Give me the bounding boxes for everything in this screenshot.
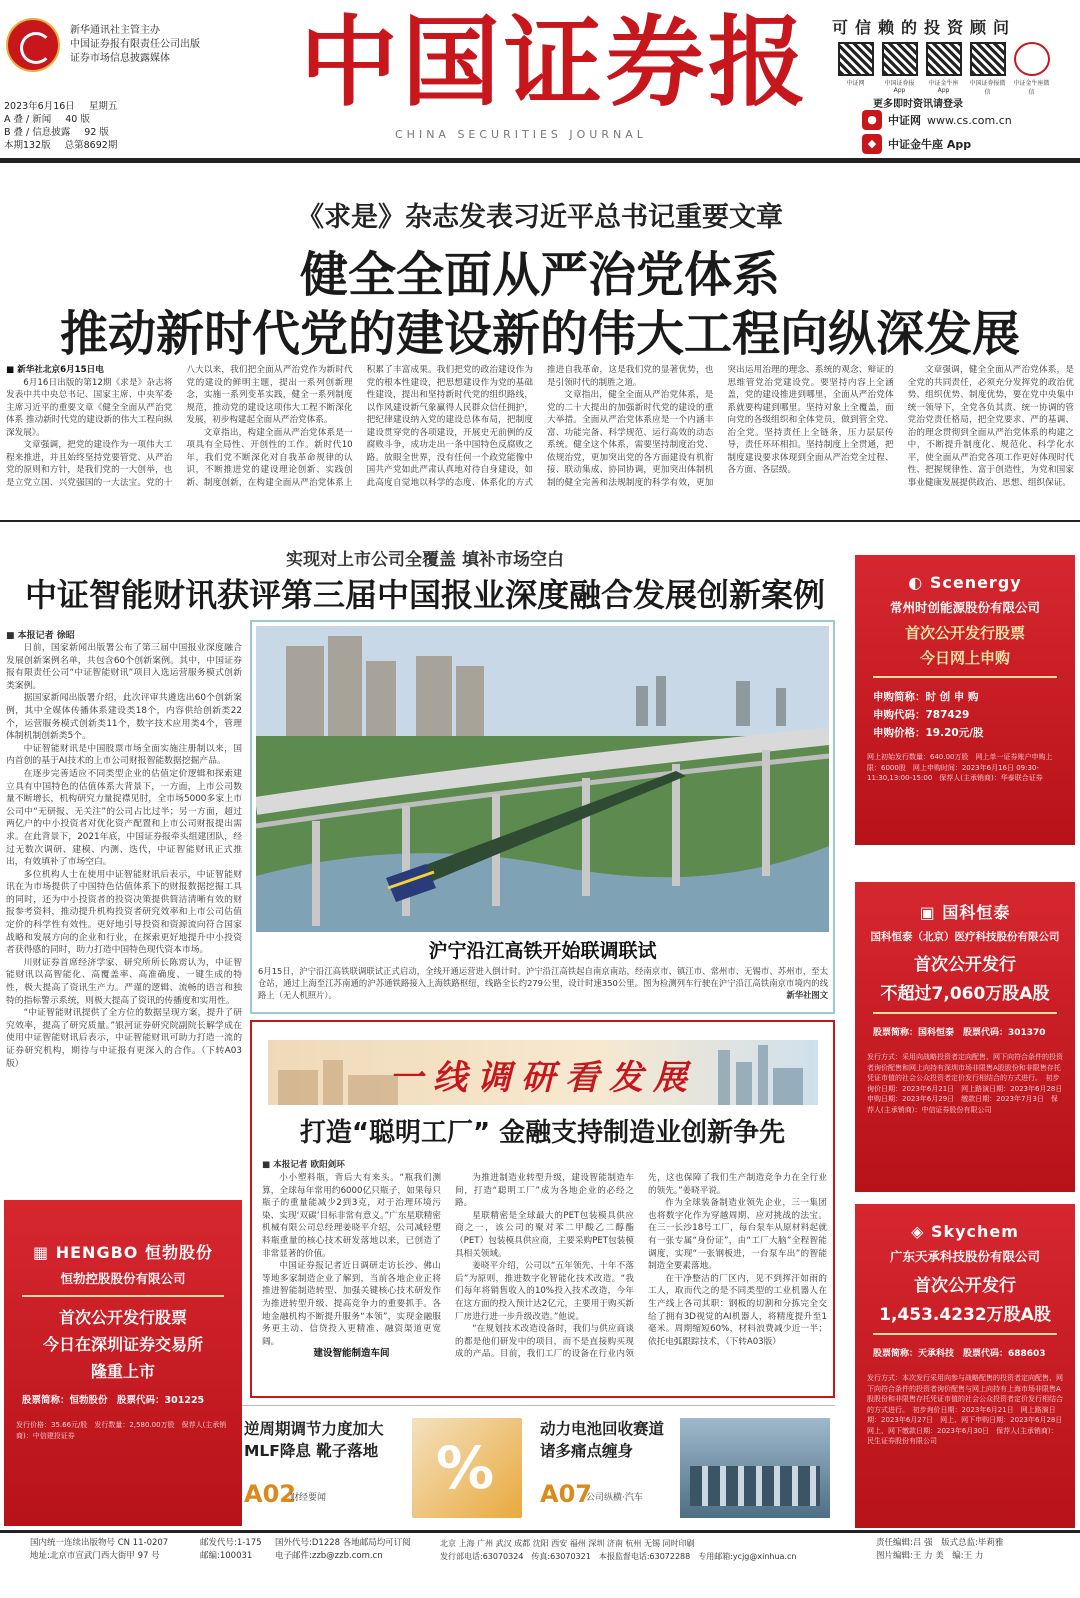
research-paragraph: 在干净整洁的厂区内，见不到挥汗如雨的工人，取而代之的是不同类型的工业机器人在生产线上各司其职：钢板的切割和分拣完全交给了拥有3D视觉的AI机器人，将精度提升至1毫米。周期缩短60%，材料浪费减少近一半；依托电弧跟踪技术，（下转A03版） [648, 1273, 827, 1347]
ad-info-line: 股票简称：国科恒泰 股票代码：301370 [873, 1028, 1046, 1038]
teaser-title: MLF降息 靴子落地 [244, 1442, 379, 1460]
footer-email[interactable]: 电子邮件:zzb@zzb.com.cn [275, 1551, 383, 1561]
lead-paragraph: 文章指出，健全全面从严治党体系，是党的二十大提出的加强新时代党的建设的重大举措。全面从严治党体系应是一个内涵丰富、功能完备、科学规范、运行高效的动态系统。健全这个体系，需要坚持制度治党、依规治党，更加突出党的各方面建设有机衔接、联动集成、协同协调，更加突出体制机制的健全完善和法规制度的科学有效，更加突出运用治理的理念、系统的观念、辩证的思维管党治党建设党。要坚持内容上全涵盖，党的建设推进到哪里，全面从严治党体系就要构建到哪里。坚持对象上全覆盖，面向党的各级组织和全体党员，做到管全党、治全党。坚持责任上全链条，压力层层传导，责任环环相扣。坚持制度上全贯通，把制度建设要求体现到全面从严治党全过程、各方面、各层级。 [546, 365, 894, 488]
footer-line: 国外代号:D1228 各地邮局均可订阅 [275, 1538, 411, 1548]
ad-info [22, 1392, 224, 1410]
research-reporter: ■ 本报记者 欧阳剑环 [262, 1160, 345, 1170]
ad-info-line: 股票简称：恒勃股份 股票代码：301225 [22, 1395, 205, 1406]
footer-line: 邮发代号:1-175 [200, 1538, 262, 1548]
teaser-section: 公司纵横·汽车 [586, 1493, 643, 1503]
ad-line: 今日在深圳证券交易所 [42, 1335, 203, 1354]
org-line: 新华通讯社主管主办 [70, 25, 160, 36]
story2-paragraph: 在逐步完善适应不同类型企业的估值定价逻辑和探索建立具有中国特色的估值体系大背景下，一方面，上市公司数量不断增长，机构研究力量捉襟见肘，全市场5000多家上市公司中“无研报、无关注”的公司占比过半；另一方面，超过两亿户的中小投资者对优化资产配置和上市公司财报提出需求。在此背景下，2021年底，中国证券报牵头组建团队，经过无数次调研、建模、内测、迭代，中证智能财讯正式推出，有效填补了市场空白。 [6, 768, 242, 868]
ad-brand: ▦ HENGBO 恒勃股份 [33, 1243, 213, 1262]
ad-line: 首次公开发行股票 [904, 624, 1025, 642]
research-paragraph: 中国证券报记者近日调研走访长沙、佛山等地多家制造企业了解到，当前各地企业正将推进智能制造转型、加强关键核心技术研发作为推进转型升级、提高竞争力的重要抓手。各地金融机构不断提升服务“本领”，实现金融服务更主动、信贷投入更精准、融资渠道更宽阔。 [262, 1261, 441, 1347]
ad-guoke[interactable] [855, 882, 1075, 1192]
app-label: 中证金牛座 App [888, 138, 972, 151]
ad-line: 1,453.4232万股A股 [879, 1305, 1051, 1325]
issue-number: 总第8692期 [64, 140, 118, 151]
footer-line: 邮编:100031 [200, 1551, 253, 1561]
org-line: 中国证券报有限责任公司出版 [70, 39, 200, 50]
photo-title[interactable]: 沪宁沿江高铁开始联调联试 [428, 940, 657, 962]
high-speed-rail-photo[interactable] [256, 626, 829, 932]
footer-line: 地址:北京市宣武门西大街甲 97 号 [30, 1551, 160, 1561]
footer-line: 责任编辑:吕 强 版式总监:毕莉雅 [876, 1538, 1004, 1548]
ad-info [873, 688, 1057, 742]
ad-line: 隆重上市 [90, 1362, 155, 1381]
ad-info [873, 1024, 1057, 1042]
teaser-title: 动力电池回收赛道 [540, 1420, 665, 1438]
ad-company: 恒勃控股股份有限公司 [60, 1271, 186, 1286]
research-paragraph: 为推进制造业转型升级，建设智能制造车间，打造“聪明工厂”成为各地企业的必经之路。 [455, 1173, 634, 1209]
lead-paragraph: 文章强调，把党的建设作为一项伟大工程来推进，并且始终坚持党要管党、从严治党的原则和方针，是我们党的一大创举，也是立党立国、兴党强国的一大法宝。党的十八大以来，我们把全面从严治党作为新时代党的建设的鲜明主题，提出一系列创新理念，实施一系列变革实践，健全一系列制度规范，推动党的建设这项伟大工程不断深化发展，初步构建起全面从严治党体系。 [6, 365, 353, 488]
ad-line: 首次公开发行 [914, 1276, 1016, 1296]
research-paragraph: 小小塑料瓶，背后大有来头。“瓶我们测算，全球每年常用约6000亿只瓶子，如果每只瓶子的重量能减少2到3克，对于治理环境污染、实现‘双碳’目标非常有意义。”广东星联精密机械有限公司总经理姜晓平介绍，公司减轻塑料瓶重量的核心技术研发落地以来，已创造了非常显著的价值。 [262, 1173, 441, 1259]
app-link[interactable] [862, 134, 971, 154]
ad-company: 常州时创能源股份有限公司 [889, 600, 1040, 615]
qr-code-row [838, 42, 1050, 76]
qr-code-icon[interactable] [838, 42, 874, 76]
story2-headline[interactable]: 中证智能财讯获评第三届中国报业深度融合发展创新案例 [24, 576, 825, 614]
issue-date: 2023年6月16日 [4, 101, 75, 112]
footer-line: 国内统一连续出版物号 CN 11-0207 [30, 1538, 169, 1548]
ad-info [873, 1345, 1057, 1363]
lead-kicker: 《求是》杂志发表习近平总书记重要文章 [297, 202, 783, 233]
ad-fine-print: 网上初始发行数量：640.00万股 网上单一证券账户申购上限：6000股 网上申购时间：2023年6月16日 09:30-11:30,13:00-15:00 保荐人(主承销商)：华泰联合证券 [867, 753, 1053, 782]
bull-app-icon: ◆ [862, 134, 882, 154]
issue-weekday: 星期五 [88, 101, 118, 112]
ad-divider [873, 1012, 1057, 1014]
ad-info-line: 申购价格：19.20元/股 [873, 727, 984, 739]
story2-paragraph: 多位机构人士在使用中证智能财讯后表示，中证智能财讯在为市场提供了中国特色估值体系下的财报数据挖掘工具的同时，还为中小投资者的投资决策提供简洁清晰有效的财报参考资料，推动提升机构投资者研究效率和上市公司估值定价的科学性有效性。更好地引导投资和资源流向符合国家战略和发展方向的企业和行业，在探索更好地提升中小投资者获得感的同时，助力打造中国特色现代资本市场。 [6, 869, 242, 956]
publisher-logo [6, 18, 60, 72]
website-label: 中证网 [888, 114, 921, 127]
photo-caption [258, 965, 828, 1001]
percent-glyph: % [436, 1434, 495, 1502]
story2-reporter: ■ 本报记者 徐昭 [6, 631, 75, 641]
ad-divider [22, 1295, 224, 1297]
lead-article-body [6, 364, 1074, 506]
ad-line: 不超过7,060万股A股 [880, 984, 1050, 1004]
masthead-divider [0, 158, 1080, 163]
rail-bridge-illustration [256, 626, 829, 932]
qr-label: 中国证券报App [884, 80, 915, 94]
qr-label: 中证金牛座App [928, 80, 959, 94]
ad-line: 首次公开发行股票 [58, 1308, 187, 1327]
ad-brand-text: 国科恒泰 [942, 903, 1011, 922]
org-line: 证券市场信息披露媒体 [70, 53, 170, 64]
ad-line: 首次公开发行 [914, 955, 1016, 975]
research-paragraph: 作为全球装备制造业领先企业，三一集团也将数字化作为穿越周期、应对挑战的法宝。在三一长沙18号工厂，每台泵车从原材料起就有一张专属“身份证”，由“工厂大脑”全程智能调度，实现“一张钢板进，一台泵车出”的智能制造全要素落地。 [648, 1198, 827, 1272]
footer-line: 北京 上海 广州 武汉 成都 沈阳 西安 福州 深圳 济南 杭州 无锡 同时印刷 [440, 1539, 695, 1548]
qr-code-icon[interactable] [970, 42, 1006, 76]
lead-paragraph: 文章指出，构建全面从严治党体系是一项具有全局性、开创性的工作。新时代10年，我们党不断深化对自我革命规律的认识，不断推进党的建设理论创新、实践创新、制度创新，在构建全面从严治党体系上积累了丰富成果。我们把党的政治建设作为党的根本性建设，把思想建设作为党的基础性建设，提出和坚持新时代党的组织路线，以作风建设新气象赢得人民群众信任拥护，把纪律建设纳入党的建设总体布局，把制度建设贯穿党的各项建设，开展史无前例的反腐败斗争，成功走出一条中国特色反腐败之路。放眼全世界，没有任何一个政党能像中国共产党如此严肃认真地对待自身建设，如此高度自觉地以科学的态度、体系化的方式推进自我革命，这是我们党的显著优势，也是引领时代的制胜之道。 [186, 365, 714, 488]
newspaper-title: 中国证券报 [300, 5, 811, 120]
lead-dateline: ■ 新华社北京6月15日电 [6, 365, 104, 375]
ad-brand: ◐ Scenergy [908, 573, 1022, 592]
section-divider [0, 520, 1080, 522]
lead-headline-2[interactable]: 推动新时代党的建设新的伟大工程向纵深发展 [59, 306, 1020, 362]
research-paragraph: 姜晓平介绍，公司以“五年领先、十年不落后”为原则，推进数字化智能化技术改造。“我们每年将销售收入的10%投入技术改造，今年在这方面的投入预计达2亿元，主要用于购买新厂房进行进一步升级改造。”他说。 [455, 1261, 634, 1322]
story2-paragraph: 川财证券首席经济学家、研究所所长陈雳认为，中证智能财讯以高智能化、高覆盖率、高准确度、一键生成的特性，极大提高了资讯生产力。严谨的逻辑、流畅的语言和独特的指标警示系统，则极大提高了资讯的传播度和实用性。 [6, 957, 242, 1006]
teaser-title: 诸多痛点缠身 [540, 1442, 634, 1460]
ad-fine-print: 发行价格：35.66元/股 发行数量：2,580.00万股 保荐人(主承销商)：中信建投证券 [16, 1421, 227, 1440]
more-info-label: 更多即时资讯请登录 [873, 99, 963, 110]
ad-skychem[interactable] [855, 1204, 1075, 1528]
website-icon: ● [862, 110, 882, 130]
footer-line: 图片编辑:王 力 美 编:王 力 [876, 1551, 984, 1561]
battery-factory-photo [680, 1418, 830, 1518]
newspaper-title-en: CHINA SECURITIES JOURNAL [395, 128, 647, 141]
research-paragraph: “在规划技术改造设备时，我们与供应商谈的都是他们研发中的项目，而不是直接购买现成的产品。目前，我们工厂的设备在行业内领先，这也保障了我们生产制造竞争力在全行业的领先。”姜晓平说。 [455, 1173, 827, 1360]
edition-b: B 叠 / 信息披露 [4, 127, 71, 138]
publisher-info [70, 24, 200, 66]
website-link[interactable] [862, 110, 1012, 130]
qr-code-icon[interactable] [1014, 42, 1050, 76]
ad-brand: ▣ 国科恒泰 [919, 903, 1011, 922]
ad-company: 国科恒泰（北京）医疗科技股份有限公司 [870, 931, 1060, 943]
story2-body [6, 642, 242, 1187]
ad-brand: ◈ Skychem [911, 1222, 1019, 1241]
ad-divider [873, 1333, 1057, 1335]
research-paragraph: 星联精密是全球最大的PET包装模具供应商之一，该公司的聚对苯二甲酸乙二醇酯（PET）包装模具供应商，主要采购PET包装模具相关领域。 [455, 1210, 634, 1259]
edition-a: A 叠 / 新闻 [4, 114, 52, 125]
research-banner-title: 一线调研看发展 [389, 1058, 697, 1098]
teaser-section: 财经要闻 [290, 1493, 327, 1503]
slogan: 可信赖的投资顾问 [832, 18, 1017, 37]
ad-scenergy[interactable] [855, 555, 1075, 845]
lead-paragraph: 文章强调，健全全面从严治党体系，是全党的共同责任，必须充分发挥党的政治优势、组织优势、制度优势，要在党中央集中统一领导下，全党各负其责、统一协调的管党治党责任格局，把全党要求、严的基调、治的理念贯彻到全面从严治党体系的构建之中，不断提升制度化、规范化、科学化水平，使全面从严治党各项工作更好体现时代性、把握规律性、富于创造性，为党和国家事业健康发展提供政治、思想、组织保证。 [907, 365, 1074, 488]
story2-paragraph: “中证智能财讯提供了全方位的数据呈现方案，提升了研究效率，提高了研究质量。”银河证券研究院副院长解学成在使用中证智能财讯后表示，中证智能财讯可助力打造一流的证券研究机构，期待与中证报有更深入的合作。（下转A03版） [6, 1008, 242, 1069]
teaser-divider [242, 1405, 835, 1406]
story2-paragraph: 日前，国家新闻出版署公布了第三届中国报业深度融合发展创新案例名单，共包含60个创新案例。其中，中国证券报有限责任公司“中证智能财讯”项目入选运营服务模式创新类案例。 [6, 643, 242, 691]
ad-brand-text: Scenergy [929, 573, 1022, 592]
ad-fine-print: 发行方式：本次发行采用向参与战略配售的投资者定向配售、网下向符合条件的投资者询价配售与网上向持有上海市场非限售A股股份和非限售存托凭证市值的社会公众投资者定价发行相结合的方式进行。 初步询价日期：2023年6月21日 网上路演日期：2023年6月27日 网上、网下申购日期：2023年6月28日 网上、网下缴款日期：2023年6月30日 保荐人(主承销商)：民生证券股份有限公司 [867, 1374, 1070, 1445]
research-subhead: 建设智能制造车间 [313, 1348, 390, 1360]
story2-paragraph: 中证智能财讯是中国股票市场全面实施注册制以来，国内首创的基于AI技术的上市公司财报智能数据挖掘产品。 [6, 743, 242, 767]
ad-info-line: 申购代码：787429 [873, 709, 970, 721]
ad-divider [873, 676, 1057, 678]
ad-brand-text: Skychem [930, 1222, 1019, 1241]
qr-labels [836, 78, 1051, 96]
ad-info-line: 股票简称：天承科技 股票代码：688603 [873, 1349, 1046, 1359]
ad-brand-text: HENGBO 恒勃股份 [55, 1243, 213, 1262]
issue-info [4, 100, 117, 152]
qr-label: 中证金牛座微信 [1013, 80, 1050, 96]
research-headline[interactable]: 打造“聪明工厂” 金融支持制造业创新争先 [299, 1118, 786, 1148]
qr-code-icon[interactable] [926, 42, 962, 76]
ad-info-line: 申购简称：时 创 申 购 [873, 691, 979, 703]
teaser-page: A07 [540, 1480, 592, 1508]
story2-kicker: 实现对上市公司全覆盖 填补市场空白 [286, 550, 564, 570]
edition-b-pages: 92 版 [84, 127, 109, 138]
research-body [262, 1172, 827, 1387]
ad-line: 今日网上申购 [919, 649, 1010, 667]
footer-line: 发行部电话:63070324 传真:63070321 本报监督电话:63072288 专用邮箱:ycjg@xinhua.cn [440, 1552, 797, 1561]
ad-company: 广东天承科技股份有限公司 [889, 1249, 1040, 1264]
photo-credit: 新华社图文 [786, 990, 828, 1000]
qr-code-icon[interactable] [882, 42, 918, 76]
story2-paragraph: 据国家新闻出版署介绍，此次评审共遴选出60个创新案例，其中全媒体传播体系建设类18个，内容供给创新类22个，运营服务模式创新类11个，数字技术应用类4个，管理体制机制创新类5个。 [6, 693, 242, 742]
teaser-page: A02 [244, 1480, 296, 1508]
percent-icon [412, 1418, 522, 1518]
lead-paragraph: 6月16日出版的第12期《求是》杂志将发表中共中央总书记、国家主席、中央军委主席习近平的重要文章《健全全面从严治党体系 推动新时代党的建设新的伟大工程向纵深发展》。 [6, 377, 173, 438]
issue-pages: 本期132版 [4, 140, 51, 151]
teaser-title: 逆周期调节力度加大 [244, 1420, 384, 1438]
qr-label: 中证网 [846, 80, 865, 87]
website-url[interactable]: www.cs.com.cn [927, 113, 1012, 127]
qr-label: 中国证券报微信 [969, 80, 1006, 96]
footer-divider [0, 1530, 1080, 1533]
lead-headline-1[interactable]: 健全全面从严治党体系 [299, 247, 780, 303]
ad-hengbo[interactable] [4, 1200, 242, 1526]
photo-caption-text: 6月15日，沪宁沿江高铁联调联试正式启动，全线开通运营进入倒计时。沪宁沿江高铁起自南京南站，经南京市、镇江市、常州市、无锡市、苏州市，至太仓站，通过上海至江苏南通的沪苏通铁路接入上海铁路枢纽，线路全长约279公里，设计时速350公里。图为检测列车行驶在沪宁沿江高铁南京市境内的线路上（无人机照片）。 [258, 966, 828, 1000]
edition-a-pages: 40 版 [65, 114, 90, 125]
ad-fine-print: 发行方式：采用向战略投资者定向配售、网下向符合条件的投资者询价配售和网上向持有深圳市场非限售A股股份和非限售存托凭证市值的社会公众投资者定价发行相结合的方式进行。 初步询价日期：2023年6月21日 网上路演日期：2023年6月28日 申购日期：2023年6月29日 缴款日期：2023年7月3日 保荐人(主承销商)：中信证券股份有限公司 [867, 1053, 1070, 1114]
